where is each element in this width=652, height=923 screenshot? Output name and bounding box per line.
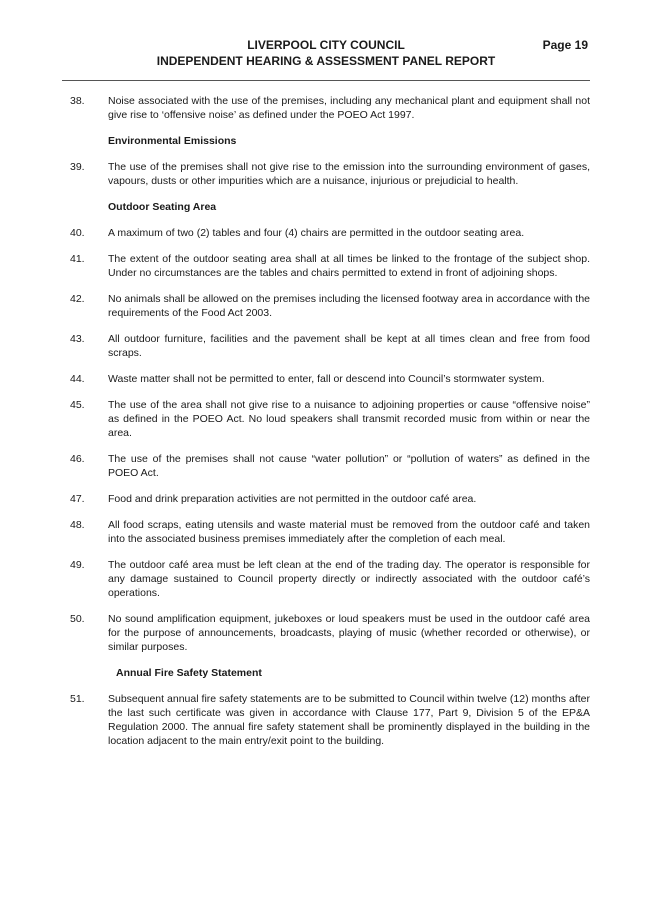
condition-number: 45. <box>70 399 85 411</box>
header-council-name: LIVERPOOL CITY COUNCIL <box>247 38 405 52</box>
condition-45 <box>70 398 590 440</box>
condition-44 <box>70 372 590 386</box>
condition-number: 51. <box>70 693 85 705</box>
condition-43 <box>70 332 590 360</box>
condition-text: All outdoor furniture, facilities and the pavement shall be kept at all times clean and free from food scraps. <box>108 333 590 359</box>
condition-text: The use of the premises shall not cause “water pollution” or “pollution of waters” as defined in the POEO Act. <box>108 453 590 479</box>
condition-text: The use of the area shall not give rise to a nuisance to adjoining properties or cause “offensive noise” as defined in the POEO Act. No loud speakers shall transmit recorded music from within or near the area. <box>108 399 590 439</box>
condition-number: 46. <box>70 453 85 465</box>
condition-text: The use of the premises shall not give rise to the emission into the surrounding environment of gases, vapours, dusts or other impurities which are a nuisance, injurious or prejudicial to health. <box>108 161 590 187</box>
condition-text: Noise associated with the use of the premises, including any mechanical plant and equipment shall not give rise to ‘offensive noise’ as defined under the POEO Act 1997. <box>108 95 590 121</box>
condition-text: No animals shall be allowed on the premises including the licensed footway area in accordance with the requirements of the Food Act 2003. <box>108 293 590 319</box>
condition-text: Waste matter shall not be permitted to enter, fall or descend into Council’s stormwater system. <box>108 373 545 385</box>
condition-text: The outdoor café area must be left clean at the end of the trading day. The operator is responsible for any damage sustained to Council property directly or indirectly associated with the outdoor café’s operations. <box>108 559 590 599</box>
page-header <box>62 38 590 81</box>
condition-39 <box>70 160 590 188</box>
condition-number: 50. <box>70 613 85 625</box>
condition-46 <box>70 452 590 480</box>
condition-number: 40. <box>70 227 85 239</box>
condition-38 <box>70 94 590 122</box>
condition-41 <box>70 252 590 280</box>
condition-50 <box>70 612 590 654</box>
condition-47 <box>70 492 590 506</box>
condition-51 <box>70 692 590 748</box>
condition-number: 43. <box>70 333 85 345</box>
condition-text: No sound amplification equipment, jukeboxes or loud speakers must be used in the outdoor café area for the purpose of announcements, broadcasts, playing of music (whether recorded or otherwise), or similar purposes. <box>108 613 590 653</box>
condition-40 <box>70 226 590 240</box>
section-heading-environmental-emissions: Environmental Emissions <box>108 135 237 147</box>
condition-text: A maximum of two (2) tables and four (4) chairs are permitted in the outdoor seating area. <box>108 227 525 239</box>
condition-number: 42. <box>70 293 85 305</box>
condition-number: 41. <box>70 253 85 265</box>
condition-48 <box>70 518 590 546</box>
section-heading-fire-safety: Annual Fire Safety Statement <box>116 667 262 679</box>
condition-text: All food scraps, eating utensils and waste material must be removed from the outdoor café and taken into the associated business premises immediately after the completion of each meal. <box>108 519 590 545</box>
condition-49 <box>70 558 590 600</box>
condition-text: Food and drink preparation activities are not permitted in the outdoor café area. <box>108 493 477 505</box>
condition-text: Subsequent annual fire safety statements are to be submitted to Council within twelve (12) months after the last such certificate was given in accordance with Clause 177, Part 9, Division 5 of the EP&A Regulation 2000. The annual fire safety statement shall be prominently displayed in the building in the location adjacent to the main entry/exit point to the building. <box>108 693 590 747</box>
header-report-title: INDEPENDENT HEARING & ASSESSMENT PANEL REPORT <box>156 54 496 68</box>
conditions-list <box>70 94 590 760</box>
condition-number: 39. <box>70 161 85 173</box>
page-number: Page 19 <box>542 38 588 52</box>
condition-number: 47. <box>70 493 85 505</box>
condition-number: 38. <box>70 95 85 107</box>
condition-number: 44. <box>70 373 85 385</box>
condition-42 <box>70 292 590 320</box>
condition-number: 48. <box>70 519 85 531</box>
section-heading-outdoor-seating: Outdoor Seating Area <box>108 201 217 213</box>
condition-number: 49. <box>70 559 85 571</box>
condition-text: The extent of the outdoor seating area shall at all times be linked to the frontage of the subject shop. Under no circumstances are the tables and chairs permitted to extend in front of adjoining shops. <box>108 253 590 279</box>
